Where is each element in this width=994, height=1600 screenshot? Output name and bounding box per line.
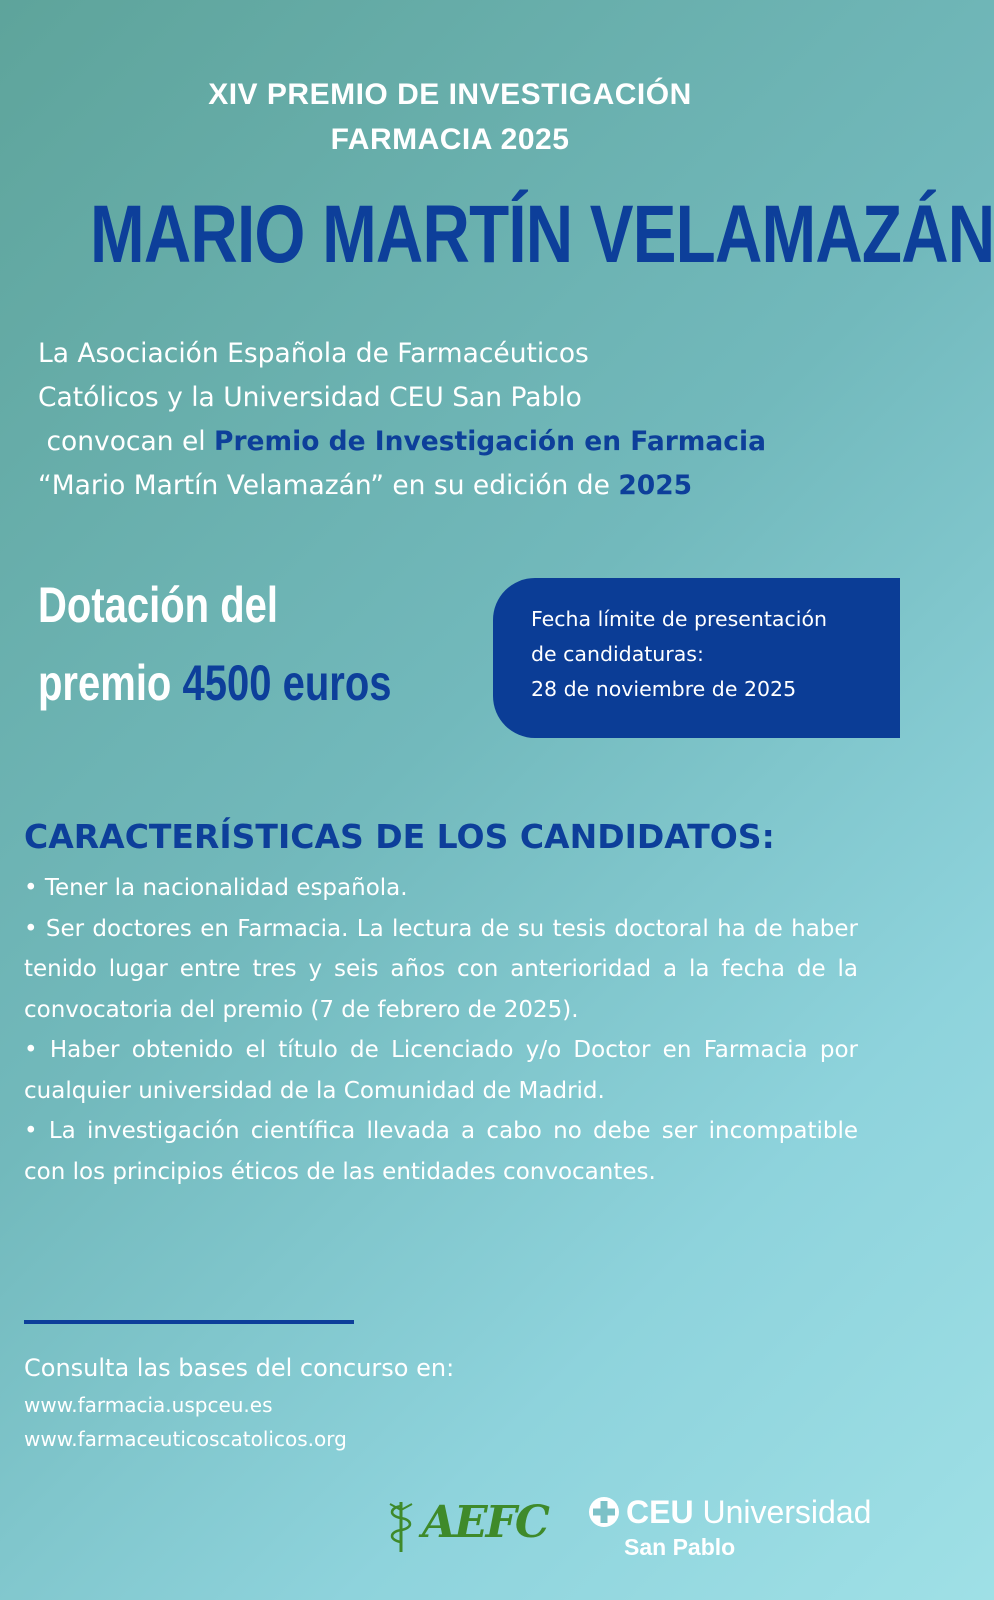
requirement-item: • Haber obtenido el título de Licenciado y/o Doctor en Farmacia por cualquier universidad de la Comunidad de Madrid. (24, 1037, 858, 1104)
intro-line-4 (38, 464, 888, 508)
divider (24, 1320, 354, 1324)
requirement-item: • Tener la nacionalidad española. (24, 875, 408, 901)
edition-year: 2025 (618, 470, 693, 501)
caduceus-icon (384, 1498, 418, 1554)
deadline-line-2: de candidaturas: (531, 642, 704, 666)
requirements-title: CARACTERÍSTICAS DE LOS CANDIDATOS: (24, 817, 775, 856)
deadline-line-1: Fecha límite de presentación (531, 607, 827, 631)
url-farmaceuticos-link[interactable]: www.farmaceuticoscatolicos.org (24, 1427, 347, 1451)
requirement-item: • La investigación científica llevada a cabo no debe ser incompatible con los principios éticos de las entidades convocantes. (24, 1118, 858, 1185)
award-title-line-1: XIV PREMIO DE INVESTIGACIÓN (208, 78, 692, 111)
prize-line-1: Dotación del (38, 577, 279, 633)
award-namesake: MARIO MARTÍN VELAMAZÁN (90, 189, 994, 280)
award-title-line-2: FARMACIA 2025 (330, 123, 570, 156)
intro-line-2: Católicos y la Universidad CEU San Pablo (38, 382, 582, 413)
deadline-date: 28 de noviembre de 2025 (531, 677, 797, 701)
intro-line-4-text: “Mario Martín Velamazán” en su edición de (38, 470, 619, 501)
prize-line-2-text: premio (38, 655, 183, 711)
requirements-list (24, 868, 858, 1192)
intro-line-3 (38, 420, 888, 464)
intro-paragraph (38, 332, 888, 508)
url-farmacia-link[interactable]: www.farmacia.uspceu.es (24, 1393, 273, 1417)
aefc-logo: AEFC (422, 1497, 548, 1548)
ceu-logo-text: Universidad (693, 1494, 872, 1530)
requirement-item: • Ser doctores en Farmacia. La lectura de su tesis doctoral ha de haber tenido lugar entre tres y seis años con anterioridad a la fecha de la convocatoria del premio (7 de febrero de 2025). (24, 915, 858, 1023)
consulta-text: Consulta las bases del concurso en: (24, 1354, 455, 1382)
award-title (0, 72, 900, 162)
prize-amount-block (38, 566, 414, 722)
ceu-logo-subtitle: San Pablo (624, 1534, 736, 1560)
intro-line-1: La Asociación Española de Farmacéuticos (38, 338, 589, 369)
deadline-text (531, 602, 891, 707)
prize-line-2 (38, 644, 414, 722)
ceu-logo (626, 1492, 871, 1532)
prize-name: Premio de Investigación en Farmacia (214, 426, 766, 457)
prize-amount: 4500 euros (182, 655, 392, 711)
ceu-cross-icon (588, 1496, 620, 1528)
intro-line-3-text: convocan el (46, 426, 215, 457)
ceu-logo-bold: CEU (626, 1494, 694, 1530)
